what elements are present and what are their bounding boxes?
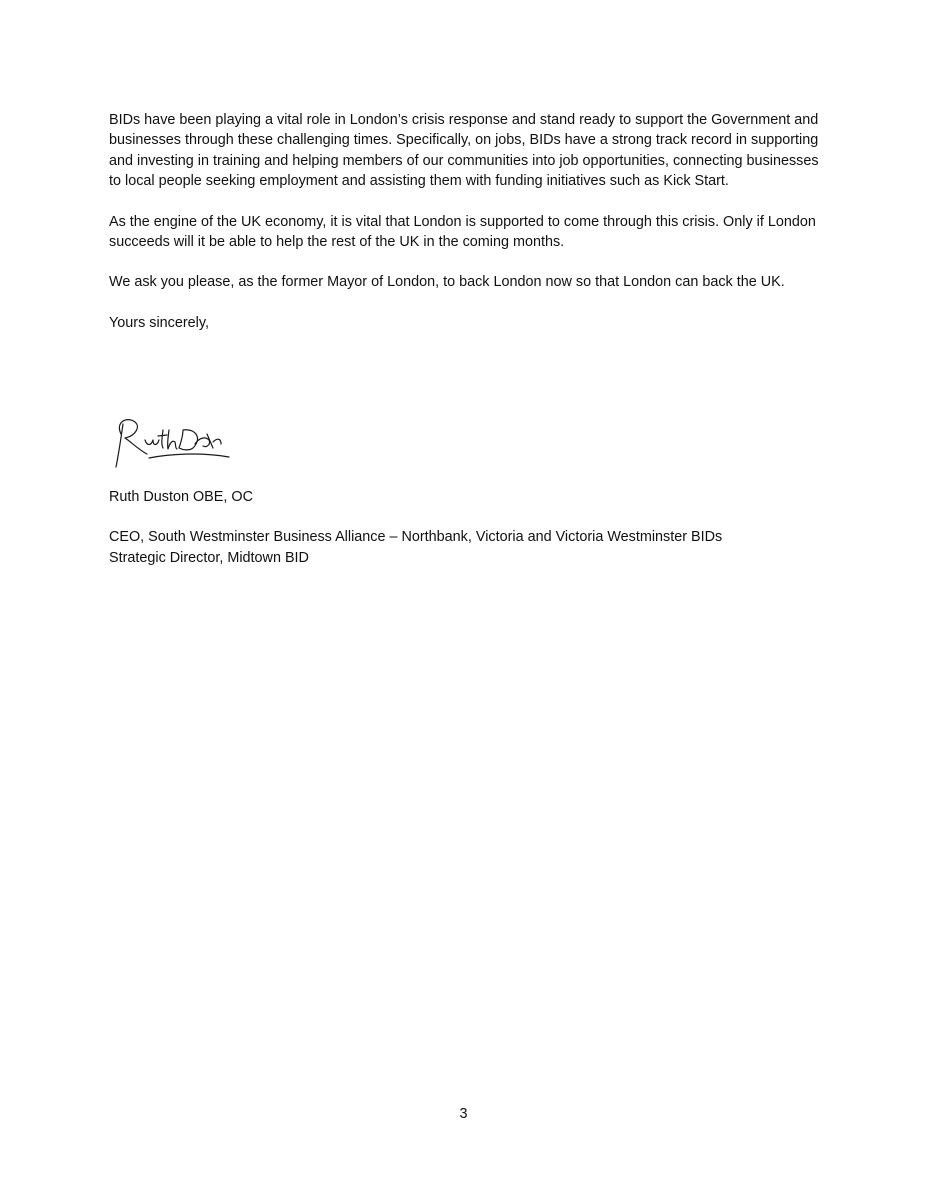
- paragraph-uk-economy: As the engine of the UK economy, it is vital that London is supported to come through this crisis. Only if London succeeds will it be able to help the rest of the UK in the coming months.: [109, 213, 816, 251]
- signatory-title-2: Strategic Director, Midtown BID: [109, 549, 309, 566]
- signatory-name: Ruth Duston OBE, OC: [109, 489, 253, 505]
- paragraph-bids-role: BIDs have been playing a vital role in London’s crisis response and stand ready to support the Government and businesses through these challenging times. Specifically, on jobs, BIDs have a strong track record in supporting and investing in training and helping members of our communities into job opportunities, connecting businesses to local people seeking employment and assisting them with funding initiatives such as Kick Start.: [109, 112, 819, 190]
- paragraph-request: We ask you please, as the former Mayor of London, to back London now so that London can back the UK.: [109, 274, 785, 291]
- signatory-block: [109, 487, 829, 568]
- letter-body: [109, 110, 829, 333]
- handwritten-signature: [109, 394, 239, 474]
- closing-salutation: Yours sincerely,: [109, 314, 209, 331]
- page-number: 3: [459, 1106, 468, 1122]
- signatory-title-1: CEO, South Westminster Business Alliance – Northbank, Victoria and Victoria Westminster BIDs: [109, 529, 723, 546]
